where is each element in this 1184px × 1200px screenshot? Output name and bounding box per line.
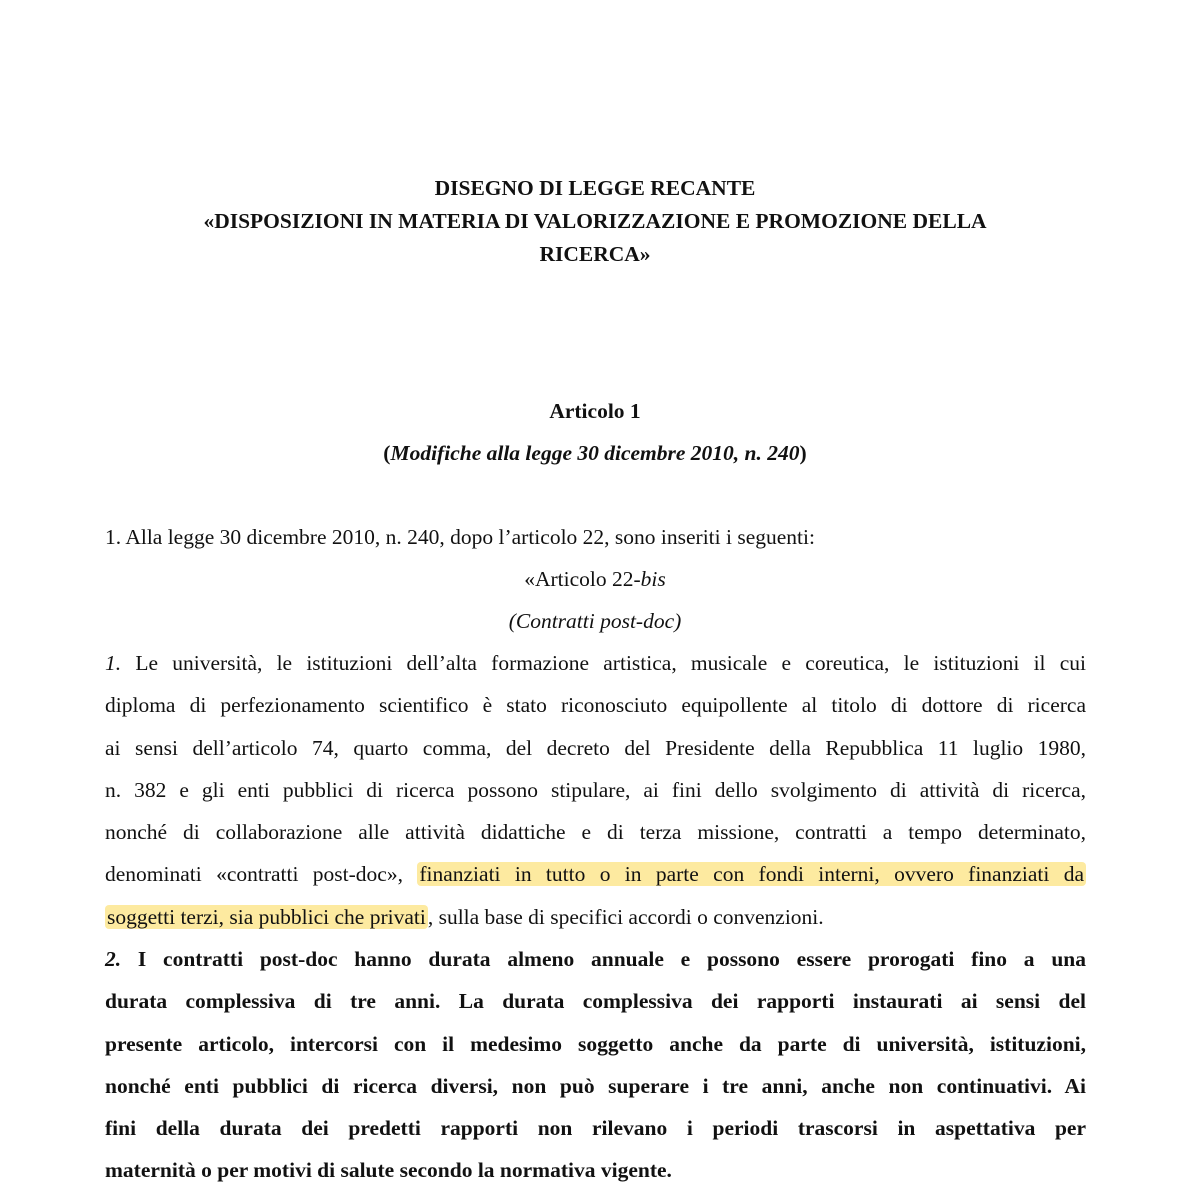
paragraph-1-line: ai sensi dell’articolo 74, quarto comma, del decreto del Presidente della Repubblica 11 luglio 1980, [105,735,1086,760]
subtitle-text: Modifiche alla legge 30 dicembre 2010, n. 240 [390,441,800,465]
paragraph-1-line: diploma di perfezionamento scientifico è stato riconosciuto equipollente al titolo di dottore di ricerca [105,693,1086,718]
highlighted-text: finanziati in tutto o in parte con fondi interni, ovvero finanziati da [419,862,1084,887]
inserted-title-suffix: bis [640,567,666,591]
inserted-article-title [100,564,1090,594]
paragraph-1-line [105,853,1086,895]
highlighted-text: soggetti terzi, sia pubblici che privati [107,904,426,929]
paragraph-1-line: n. 382 e gli enti pubblici di ricerca possono stipulare, ai fini dello svolgimento di attività di ricerca, [105,777,1086,802]
paragraph-1 [105,642,1086,938]
heading-line-3: RICERCA» [539,242,651,266]
paragraph-2-line: presente articolo, intercorsi con il medesimo soggetto anche da parte di università, istituzioni, [105,1031,1086,1056]
paragraph-2-line: durata complessiva di tre anni. La durata complessiva dei rapporti instaurati ai sensi del [105,989,1086,1014]
paragraph-2-line [105,938,1086,980]
paragraph-1-line [105,642,1086,684]
paragraph-2-line: nonché enti pubblici di ricerca diversi, non può superare i tre anni, anche non continuativi. Ai [105,1073,1086,1098]
paragraph-1-line: nonché di collaborazione alle attività didattiche e di terza missione, contratti a tempo determinato, [105,820,1086,845]
intro-paragraph: 1. Alla legge 30 dicembre 2010, n. 240, dopo l’articolo 22, sono inseriti i seguenti: [105,525,815,549]
paragraph-2-line: fini della durata dei predetti rapporti non rilevano i periodi trascorsi in aspettativa per [105,1116,1086,1141]
heading-line-1: DISEGNO DI LEGGE RECANTE [434,176,756,200]
inserted-title-prefix: «Articolo 22- [524,567,641,591]
paragraph-2-number: 2. [105,947,122,971]
heading-line-2: «DISPOSIZIONI IN MATERIA DI VALORIZZAZIONE E PROMOZIONE DELLA [203,209,987,233]
article-subtitle [100,438,1090,468]
subtitle-open-paren: ( [383,441,391,465]
subtitle-close-paren: ) [799,441,807,465]
inserted-article-subtitle: (Contratti post-doc) [508,609,682,633]
document-heading [100,172,1090,271]
paragraph-2 [105,938,1086,1192]
article-title: Articolo 1 [549,399,641,423]
paragraph-1-line-text: Le università, le istituzioni dell’alta formazione artistica, musicale e coreutica, le istituzioni il cui [121,651,1086,675]
paragraph-1-line [105,896,1086,938]
paragraph-1-number: 1. [105,651,122,675]
paragraph-2-line: maternità o per motivi di salute secondo la normativa vigente. [105,1158,672,1183]
paragraph-1-line7-plain: , sulla base di specifici accordi o convenzioni. [427,904,824,929]
paragraph-2-line-text: I contratti post-doc hanno durata almeno annuale e possono essere prorogati fino a una [121,947,1086,971]
paragraph-1-line6-plain: denominati «contratti post-doc», [105,862,418,887]
